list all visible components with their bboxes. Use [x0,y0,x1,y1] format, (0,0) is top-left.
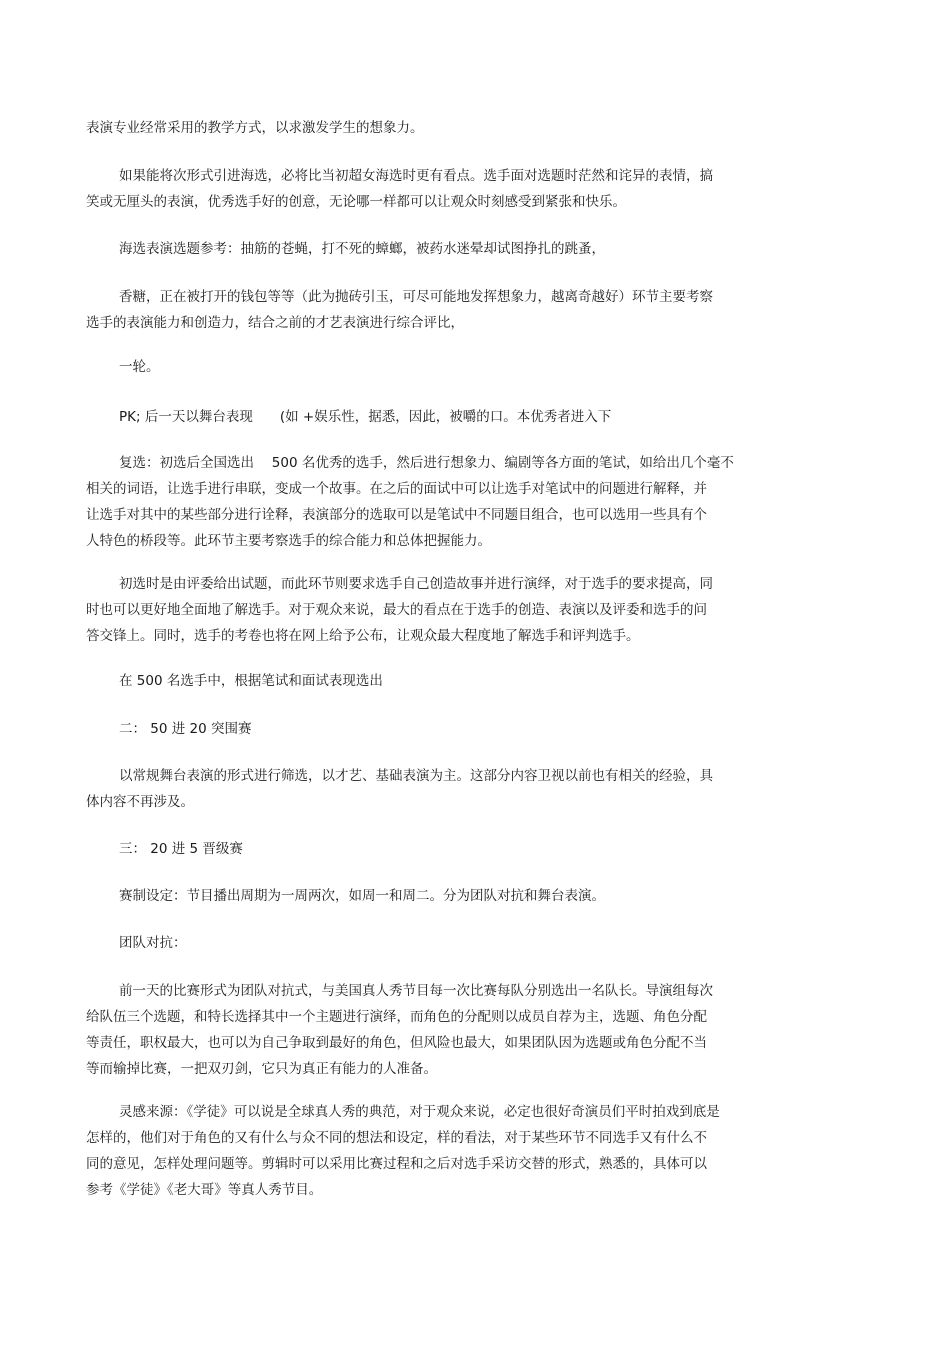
paragraph-topic-continued [86,284,816,336]
text-line: 选手的表演能力和创造力，结合之前的才艺表演进行综合评比， [86,315,464,331]
text-line: 参考《学徒》《老大哥》等真人秀节目。 [86,1182,323,1198]
paragraph-select-500 [86,668,816,694]
text-line: 香糖，正在被打开的钱包等等（此为抛砖引玉，可尽可能地发挥想象力，越离奇越好）环节主要考察 [119,289,713,305]
paragraph-audition-format [86,163,816,215]
text-line: 团队对抗： [119,935,187,951]
text-line: 赛制设定：节目播出周期为一周两次，如周一和周二。分为团队对抗和舞台表演。 [119,888,605,904]
text-line: 表演专业经常采用的教学方式，以求激发学生的想象力。 [86,120,424,136]
text-line: 等而输掉比赛，一把双刃剑，它只为真正有能力的人准备。 [86,1061,437,1077]
text-line: 怎样的，他们对于角色的又有什么与众不同的想法和设定，样的看法，对于某些环节不同选手又有什么不 [86,1130,707,1146]
text-line: 在 500 名选手中，根据笔试和面试表现选出 [119,673,383,689]
text-line: 答交锋上。同时，选手的考卷也将在网上给予公布，让观众最大程度地了解选手和评判选手。 [86,628,640,644]
text-line: 一轮。 [119,359,160,375]
paragraph-pk [86,404,816,430]
text-line: 笑或无厘头的表演，优秀选手好的创意，无论哪一样都可以让观众时刻感受到紧张和快乐。 [86,194,626,210]
text-line: 让选手对其中的某些部分进行诠释，表演部分的选取可以是笔试中不同题目组合，也可以选用一些具有个 [86,507,707,523]
paragraph-first-round-comparison [86,571,816,649]
text-line: 时也可以更好地全面地了解选手。对于观众来说，最大的看点在于选手的创造、表演以及评委和选手的问 [86,602,707,618]
paragraph-teaching-method [86,115,816,141]
paragraph-inspiration [86,1099,816,1203]
section-heading-20-to-5 [86,836,816,862]
paragraph-one-round [86,354,816,380]
text-line: 二： 50 进 20 突围赛 [119,721,252,737]
text-line: 以常规舞台表演的形式进行筛选，以才艺、基础表演为主。这部分内容卫视以前也有相关的经验，具 [119,768,713,784]
text-line: 相关的词语，让选手进行串联，变成一个故事。在之后的面试中可以让选手对笔试中的问题进行解释，并 [86,481,707,497]
text-line: 灵感来源：《学徒》可以说是全球真人秀的典范，对于观众来说，必定也很好奇演员们平时拍戏到底是 [119,1104,720,1120]
text-line: 给队伍三个选题，和特长选择其中一个主题进行演绎，而角色的分配则以成员自荐为主，选题、角色分配 [86,1009,707,1025]
text-line: 复选：初选后全国选出 500 名优秀的选手，然后进行想象力、编剧等各方面的笔试，如给出几个毫不 [119,455,734,471]
text-line: 如果能将次形式引进海选，必将比当初超女海选时更有看点。选手面对选题时茫然和诧异的表情，搞 [119,168,713,184]
text-line: 人特色的桥段等。此环节主要考察选手的综合能力和总体把握能力。 [86,533,491,549]
text-line: 等责任，职权最大，也可以为自己争取到最好的角色，但风险也最大，如果团队因为选题或角色分配不当 [86,1035,707,1051]
paragraph-second-round [86,450,816,554]
paragraph-schedule [86,883,816,909]
section-heading-team-battle [86,930,816,956]
text-line: 体内容不再涉及。 [86,794,194,810]
paragraph-stage-performance [86,763,816,815]
section-heading-50-to-20 [86,716,816,742]
paragraph-team-format [86,978,816,1082]
text-line: PK; 后一天以舞台表现 (如 +娱乐性，据悉，因此，被嚼的口。本优秀者进入下 [119,409,612,425]
text-line: 三： 20 进 5 晋级赛 [119,841,243,857]
text-line: 同的意见，怎样处理问题等。剪辑时可以采用比赛过程和之后对选手采访交替的形式，熟悉的，具体可以 [86,1156,707,1172]
text-line: 海选表演选题参考：抽筋的苍蝇，打不死的蟑螂，被药水迷晕却试图挣扎的跳蚤， [119,241,605,257]
text-line: 前一天的比赛形式为团队对抗式，与美国真人秀节目每一次比赛每队分别选出一名队长。导演组每次 [119,983,713,999]
paragraph-topic-reference [86,236,816,262]
text-line: 初选时是由评委给出试题，而此环节则要求选手自己创造故事并进行演绎，对于选手的要求提高，同 [119,576,713,592]
